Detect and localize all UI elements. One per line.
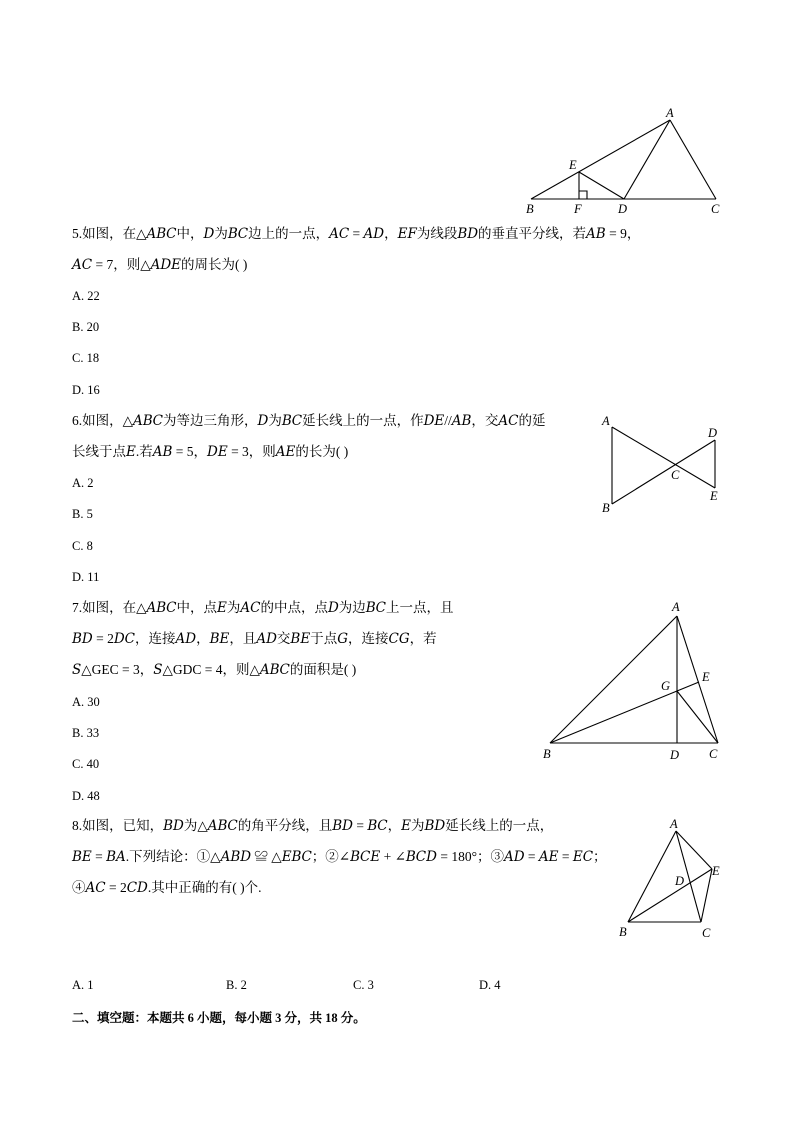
q5-label-f: F — [574, 202, 582, 216]
q5-label-e: E — [569, 158, 577, 172]
q8-label-a: A — [670, 817, 678, 831]
section-heading-fill-in-blank: 二、填空题：本题共 6 小题，每小题 3 分，共 18 分。 — [72, 1011, 366, 1025]
q6-label-e: E — [710, 489, 718, 503]
q8-label-d: D — [675, 874, 685, 888]
q6-option-b[interactable]: B. 5 — [72, 507, 93, 521]
q5-label-c: C — [711, 202, 720, 216]
q8-label-c: C — [702, 926, 711, 940]
q5-option-d[interactable]: D. 16 — [72, 383, 100, 397]
q6-label-b: B — [602, 501, 610, 515]
q7-label-e: E — [702, 670, 710, 684]
q7-option-d[interactable]: D. 48 — [72, 789, 100, 803]
q6-option-c[interactable]: C. 8 — [72, 539, 93, 553]
q5-stem-line-1: 5.如图，在△𝐴𝐵𝐶中，𝐷为𝐵𝐶边上的一点，𝐴𝐶 = 𝐴𝐷，𝐸𝐹为线段𝐵𝐷的垂直平分线，若𝐴𝐵 = 9， — [72, 226, 641, 241]
q6-label-d: D — [708, 426, 718, 440]
q8-label-e: E — [712, 864, 720, 878]
q8-segment-ab — [628, 831, 676, 922]
q6-stem-line-1: 6.如图，△𝐴𝐵𝐶为等边三角形，𝐷为𝐵𝐶延长线上的一点，作𝐷𝐸//𝐴𝐵，交𝐴𝐶的延 — [72, 413, 546, 428]
q8-option-d[interactable]: D. 4 — [479, 978, 501, 992]
q6-stem-line-2: 长线于点𝐸.若𝐴𝐵 = 5，𝐷𝐸 = 3，则𝐴𝐸的长为( ) — [72, 444, 349, 459]
q5-label-a: A — [666, 106, 674, 120]
q5-option-b[interactable]: B. 20 — [72, 320, 100, 334]
q7-option-c[interactable]: C. 40 — [72, 757, 100, 771]
q7-stem-line-2: 𝐵𝐷 = 2𝐷𝐶，连接𝐴𝐷，𝐵𝐸，且𝐴𝐷交𝐵𝐸于点𝐺，连接𝐶𝐺，若 — [72, 631, 437, 646]
q6-option-a[interactable]: A. 2 — [72, 476, 94, 490]
q5-stem-line-2: 𝐴𝐶 = 7，则△𝐴𝐷𝐸的周长为( ) — [72, 257, 248, 272]
q8-option-b[interactable]: B. 2 — [226, 978, 247, 992]
q7-label-c: C — [709, 747, 718, 761]
q5-option-c[interactable]: C. 18 — [72, 351, 100, 365]
q8-option-a[interactable]: A. 1 — [72, 978, 94, 992]
q8-stem-line-2: 𝐵𝐸 = 𝐵𝐴.下列结论：①△𝐴𝐵𝐷 ≌ △𝐸𝐵𝐶；②∠𝐵𝐶𝐸 + ∠𝐵𝐶𝐷 = 180°；③𝐴𝐷 = 𝐴𝐸 = 𝐸𝐶； — [72, 849, 607, 864]
q8-segment-be — [628, 869, 712, 922]
q7-option-b[interactable]: B. 33 — [72, 726, 100, 740]
q5-label-b: B — [526, 202, 534, 216]
q7-label-g: G — [661, 679, 671, 693]
q6-label-c: C — [671, 468, 680, 482]
q7-stem-line-3: 𝑆△GEC = 3，𝑆△GDC = 4，则△𝐴𝐵𝐶的面积是( ) — [72, 662, 357, 677]
q8-segment-ec — [701, 869, 712, 922]
q5-option-a[interactable]: A. 22 — [72, 289, 100, 303]
q8-option-c[interactable]: C. 3 — [353, 978, 374, 992]
q7-stem-line-1: 7.如图，在△𝐴𝐵𝐶中，点𝐸为𝐴𝐶的中点，点𝐷为边𝐵𝐶上一点，且 — [72, 600, 454, 615]
q6-option-d[interactable]: D. 11 — [72, 570, 100, 584]
q7-label-b: B — [543, 747, 551, 761]
q7-label-a: A — [672, 600, 680, 614]
q8-label-b: B — [619, 925, 627, 939]
q6-label-a: A — [602, 414, 610, 428]
q5-label-d: D — [618, 202, 628, 216]
q7-label-d: D — [670, 748, 680, 762]
q8-stem-line-1: 8.如图，已知，𝐵𝐷为△𝐴𝐵𝐶的角平分线，且𝐵𝐷 = 𝐵𝐶，𝐸为𝐵𝐷延长线上的一点， — [72, 818, 554, 833]
q7-option-a[interactable]: A. 30 — [72, 695, 100, 709]
q8-stem-line-3: ④𝐴𝐶 = 2𝐶𝐷.其中正确的有( )个. — [72, 880, 262, 895]
